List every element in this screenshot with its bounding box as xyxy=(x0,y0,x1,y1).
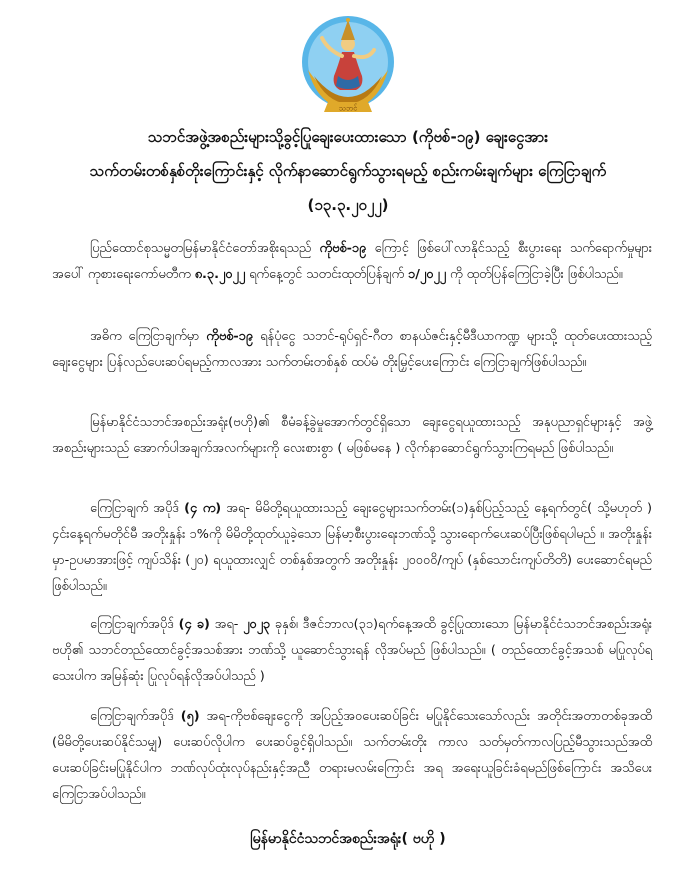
paragraph-5: ကြေငြာချက်အပိုဒ် (၄ ခ) အရ- ၂၀၂၃ ခုနှစ်၊ ဒီဇင်ဘာလ(၃၁)ရက်နေ့အထိ ခွင့်ပြုထားသော မြန်မာနိုင်ငံသဘင်အစည်းအရုံးဗဟို၏ သဘင်တည်ထောင်ခွင့်အသစ်အား ဘဏ်သို့ ယူဆောင်သွားရန် လိုအပ်မည် ဖြစ်ပါသည်။ ( တည်ထောင်ခွင့်အသစ် မပြုလုပ်ရသေးပါက အမြန်ဆုံး ပြုလုပ်ရန်လိုအပ်ပါသည် ) xyxy=(52,617,652,684)
paragraph-3: မြန်မာနိုင်ငံသဘင်အစည်းအရုံး(ဗဟို)၏ စီမံခန့်ခွဲမှုအောက်တွင်ရှိသော ချေးငွေရယူထားသည့် အနုပညာရှင်များနှင့် အဖွဲ့အစည်းများသည် အောက်ပါအချက်အလက်များကို လေးစားစွာ ( မဖြစ်မနေ ) လိုက်နာဆောင်ရွက်သွားကြရမည် ဖြစ်ပါသည်။ xyxy=(52,415,652,456)
paragraph-4: ကြေငြာချက် အပိုဒ် (၄ က) အရ- မိမိတို့ရယူထားသည့် ချေးငွေများသက်တမ်း(၁)နှစ်ပြည့်သည့် နေ့ရက်တွင်( သို့မဟုတ် ) ၄င်းနေ့ရက်မတိုင်မီ အတိုးနှုန်း ၁%ကို မိမိတို့ထုတ်ယူခဲ့သော မြန်မာ့စီးပွားရေးဘဏ်သို့ သွားရောက်ပေးဆပ်ပြီးဖြစ်ရပါမည် ။ အတိုးနှုန်းမှာ-ဥပမာအားဖြင့် ကျပ်သိန်း (၂၀) ရယူထားလျှင် တစ်နှစ်အတွက် အတိုးနှုန်း ၂၀၀၀၀ိ/ကျပ် (နှစ်သောင်းကျပ်တိတိ) ပေးဆောင်ရမည် ဖြစ်ပါသည်။ xyxy=(52,501,653,594)
header-title-line2: သက်တမ်းတစ်နှစ်တိုးကြောင်းနှင့် လိုက်နာဆောင်ရွက်သွားရမည့် စည်းကမ်းချက်များ ကြေငြာချက် xyxy=(89,162,607,180)
paragraph-6: ကြေငြာချက်အပိုဒ် (၅) အရ-ကိုဗစ်ချေးငွေကို အပြည့်အဝပေးဆပ်ခြင်း မပြုနိုင်သေးသော်လည်း အတိုင်းအတာတစ်ခုအထိ (မိမိတို့ပေးဆပ်နိုင်သမျှ) ပေးဆပ်လိုပါက ပေးဆပ်ခွင့်ရှိပါသည်။ သက်တမ်းတိုး ကာလ သတ်မှတ်ကာလပြည့်မီသွားသည်အထိ ပေးဆပ်ခြင်းမပြုနိုင်ပါက ဘဏ်လုပ်ထုံးလုပ်နည်းနှင့်အညီ တရားမလမ်းကြောင်း အရ အရေးယူခြင်းခံရမည်ဖြစ်ကြောင်း အသိပေးကြေငြာအပ်ပါသည်။ xyxy=(52,709,652,802)
ribbon-text: သဘင် xyxy=(338,103,358,113)
header-date: (၁၃.၃.၂၀၂၂) xyxy=(307,196,389,214)
header-title-line1: သဘင်အဖွဲ့အစည်းများသို့ခွင့်ပြုချေးပေးထားသော (ကိုဗစ်-၁၉) ချေးငွေအား xyxy=(147,128,549,146)
paragraph-2: အဓိက ကြေငြာချက်မှာ ကိုဗစ်-၁၉ ရန်ပုံငွေ သဘင်-ရုပ်ရှင်-ဂီတ စာနယ်ဇင်းနှင့်မီဒီယာကဏ္ဍ များသို့ ထုတ်ပေးထားသည့်ချေးငွေများ ပြန်လည်ပေးဆပ်ရမည့်ကာလအား သက်တမ်းတစ်နှစ် ထပ်မံ တိုးမြှင့်ပေးကြောင်း ကြေငြာချက်ဖြစ်ပါသည်။ xyxy=(52,329,652,370)
organization-logo xyxy=(298,6,398,124)
dancer-emblem-icon xyxy=(298,6,398,124)
signature-organization: မြန်မာနိုင်ငံသဘင်အစည်းအရုံး( ဗဟို ) xyxy=(250,831,446,847)
paragraph-1: ပြည်ထောင်စုသမ္မတမြန်မာနိုင်ငံတော်အစိုးရသည် ကိုဗစ်-၁၉ ကြောင့် ဖြစ်ပေါ်လာနိုင်သည့် စီးပွားရေး သက်ရောက်မှုများအပေါ် ကုစားရေးကော်မတီက ၈.၃.၂၀၂၂ ရက်နေ့တွင် သတင်းထုတ်ပြန်ချက် ၁/၂၀၂၂ ကို ထုတ်ပြန်ကြေငြာခဲ့ပြီး ဖြစ်ပါသည်။ xyxy=(52,241,652,282)
